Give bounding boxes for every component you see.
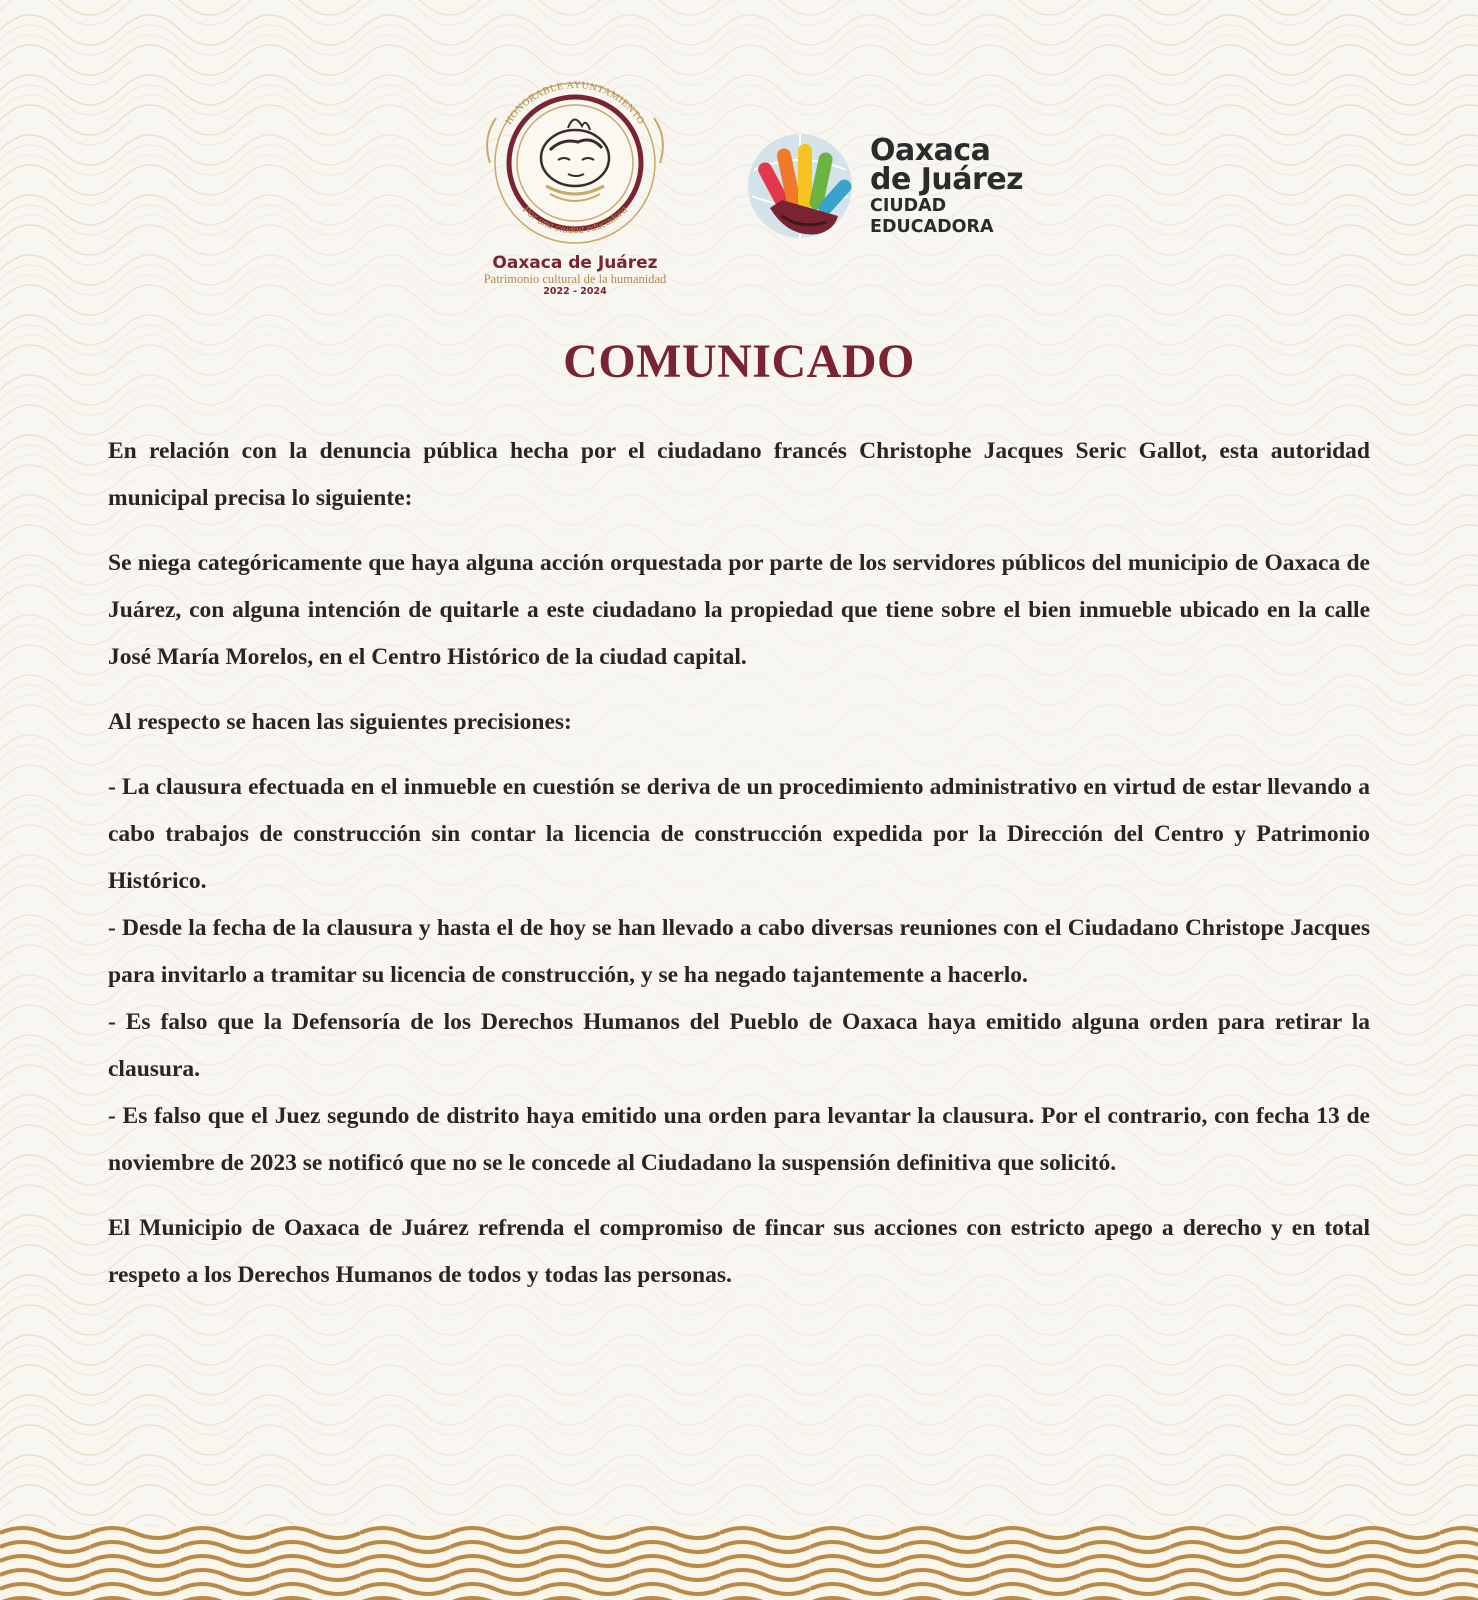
communique-body bbox=[108, 428, 1370, 1317]
precisions-list bbox=[108, 764, 1370, 1187]
seal-city-name: Oaxaca de Juárez bbox=[492, 253, 658, 273]
seal-tagline: Patrimonio cultural de la humanidad bbox=[483, 272, 667, 286]
hand-globe-icon bbox=[748, 130, 868, 250]
city-logo-line2: de Juárez bbox=[870, 162, 1024, 197]
footer-wave-decoration bbox=[0, 1526, 1478, 1600]
city-logo-tag bbox=[870, 196, 994, 238]
list-item: - Es falso que la Defensoría de los Derechos Humanos del Pueblo de Oaxaca haya emitido alguna orden para retirar la clausura. bbox=[108, 1009, 1370, 1082]
list-item: - Desde la fecha de la clausura y hasta el de hoy se han llevado a cabo diversas reuniones con el Ciudadano Christope Jacques para invitarlo a tramitar su licencia de construcción, y se ha negado tajantemente a hacerlo. bbox=[108, 915, 1370, 988]
city-logo-tag1: CIUDAD bbox=[870, 196, 947, 216]
paragraph-denial: Se niega categóricamente que haya alguna acción orquestada por parte de los servidores públicos del municipio de Oaxaca de Juárez, con alguna intención de quitarle a este ciudadano la propiedad que tiene sobre el bien inmueble ubicado en la calle José María Morelos, en el Centro Histórico de la ciudad capital. bbox=[108, 550, 1370, 670]
list-item: - Es falso que el Juez segundo de distrito haya emitido una orden para levantar la clausura. Por el contrario, con fecha 13 de noviembre de 2023 se notificó que no se le concede al Ciudadano la suspensión definitiva que solicitó. bbox=[108, 1103, 1370, 1176]
city-logo-tag2: EDUCADORA bbox=[870, 217, 994, 237]
list-item: - La clausura efectuada en el inmueble en cuestión se deriva de un procedimiento administrativo en virtud de estar llevando a cabo trabajos de construcción sin contar la licencia de construcción expedida por la Dirección del Centro y Patrimonio Histórico. bbox=[108, 774, 1370, 894]
svg-text:HONORABLE AYUNTAMIENTO: HONORABLE AYUNTAMIENTO bbox=[503, 79, 647, 127]
seal-emblem-icon bbox=[450, 78, 700, 258]
paragraph-intro: En relación con la denuncia pública hecha por el ciudadano francés Christophe Jacques Seric Gallot, esta autoridad municipal precisa lo siguiente: bbox=[108, 438, 1370, 511]
city-logo-line1: Oaxaca bbox=[870, 133, 991, 168]
seal-years: 2022 - 2024 bbox=[543, 286, 607, 297]
page-title: COMUNICADO bbox=[563, 335, 915, 388]
svg-text:Por una ciudad educadora: Por una ciudad educadora bbox=[520, 203, 630, 237]
paragraph-closing: El Municipio de Oaxaca de Juárez refrenda el compromiso de fincar sus acciones con estricto apego a derecho y en total respeto a los Derechos Humanos de todos y todas las personas. bbox=[108, 1215, 1370, 1288]
municipal-seal-logo bbox=[450, 78, 700, 308]
ciudad-educadora-logo bbox=[748, 130, 1048, 250]
paragraph-lead: Al respecto se hacen las siguientes precisiones: bbox=[108, 709, 572, 735]
city-logo-name bbox=[870, 133, 1024, 197]
